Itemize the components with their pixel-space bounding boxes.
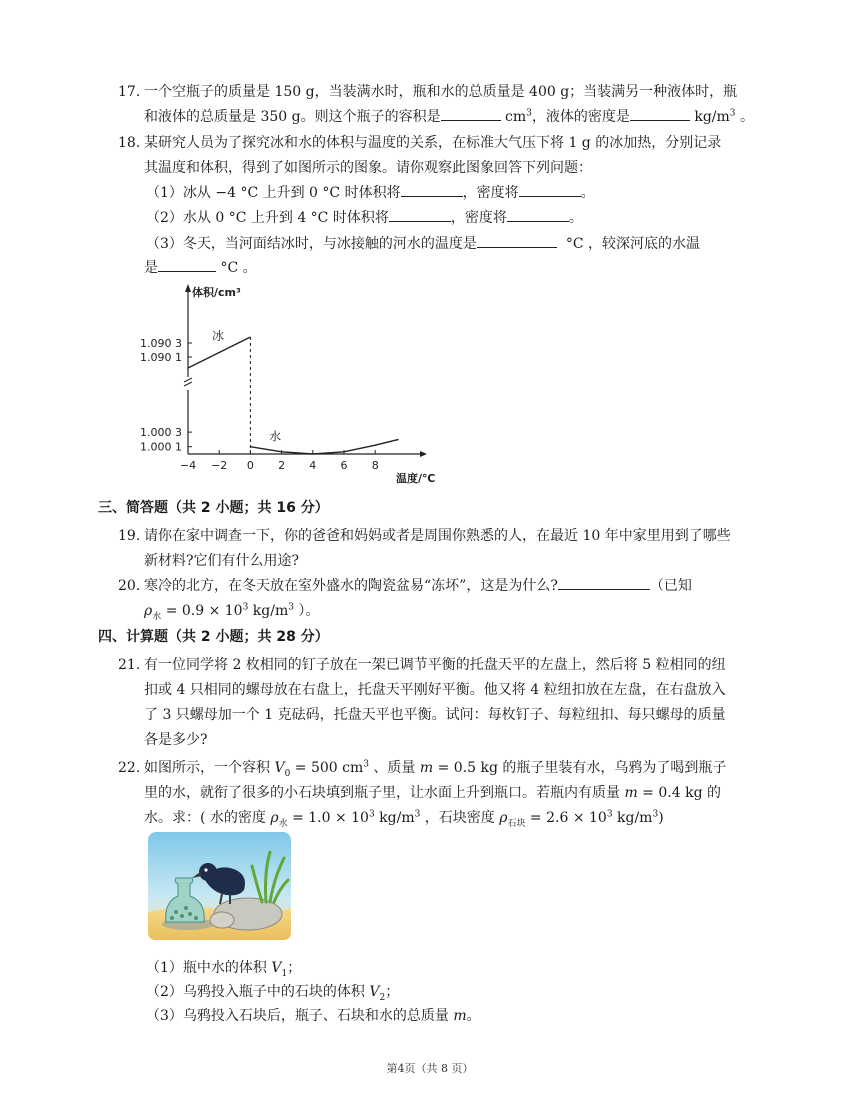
sub-question-3-cont: 是 °C 。	[118, 256, 764, 280]
question-text-line: 各是多少?	[144, 732, 208, 748]
ice-series-label: 冰	[212, 329, 225, 343]
question-21	[118, 653, 768, 753]
answer-blank[interactable]	[401, 182, 463, 197]
y-axis-arrow	[185, 284, 191, 292]
question-20	[118, 574, 768, 624]
chart-labels	[140, 285, 435, 485]
answer-blank[interactable]	[630, 106, 690, 121]
x-tick-label: −4	[179, 459, 197, 472]
question-text-line: 和液体的总质量是 350 g。则这个瓶子的容积是 $cm^3$，液体的密度是 $kg/m^3$ 。	[144, 105, 768, 130]
question-text-line: 寒冷的北方，在冬天放在室外盛水的陶瓷盆易“冻坏”，这是为什么? （已知	[144, 574, 768, 599]
question-text-line: 水。求：( 水的密度 $\rho_水 = 1.0 \times 10^3$ $kg/m^3$ ，石块密度 $\rho_{石块} = 2.6 \times 10^3$ $kg/m^3$)	[144, 809, 664, 829]
question-22	[118, 756, 768, 831]
sub-question-3: （3）冬天，当河面结冰时，与冰接触的河水的温度是 °C ，较深河底的水温	[146, 232, 766, 256]
question-text-line: 如图所示，一个容积 $V_0 = 500$ $cm^3$ 、质量 m = 0.5 kg 的瓶子里装有水，乌鸦为了喝到瓶子	[144, 759, 727, 779]
volume-temperature-chart	[130, 282, 460, 492]
sub-question-1: （1）冰从 −4 °C 上升到 0 °C 时体积将 ，密度将 。	[146, 181, 766, 205]
section-title: 四、计算题（共 2 小题；共 28 分）	[98, 629, 329, 645]
question-number: 18.	[118, 135, 141, 151]
answer-blank[interactable]	[477, 233, 557, 248]
question-number: 22.	[118, 760, 141, 776]
question-text-line: 里的水，就衔了很多的小石块填到瓶子里，让水面上升到瓶口。若瓶内有质量 m = 0.4 kg 的	[144, 785, 721, 801]
sub-question-2: （2）水从 0 °C 上升到 4 °C 时体积将 ，密度将 。	[146, 206, 766, 230]
axis-break	[184, 378, 192, 382]
y-tick-label: 1.000 3	[140, 426, 182, 440]
crow-illustration	[148, 832, 291, 940]
question-text-line: 请你在家中调查一下，你的爸爸和妈妈或者是周围你熟悉的人，在最近 10 年中家里用到了哪些	[144, 528, 731, 544]
y-axis-label: 体积/cm³	[192, 286, 241, 299]
sub-question-3: （3）乌鸦投入石块后，瓶子、石块和水的总质量 m。	[146, 1008, 481, 1024]
question-text-line: 其温度和体积，得到了如图所示的图象。请你观察此图象回答下列问题：	[144, 160, 592, 176]
question-text-line: 一个空瓶子的质量是 150 g，当装满水时，瓶和水的总质量是 400 g；当装满另一种液体时，瓶	[144, 84, 738, 100]
question-text-line: 某研究人员为了探究冰和水的体积与温度的关系，在标准大气压下将 1 g 的冰加热，分别记录	[144, 135, 722, 151]
section-title: 三、简答题（共 2 小题；共 16 分）	[98, 500, 329, 516]
sub-question-2: （2）乌鸦投入瓶子中的石块的体积 $V_2$；	[146, 984, 400, 1003]
answer-blank[interactable]	[507, 207, 569, 222]
question-number: 20.	[118, 578, 141, 594]
x-tick-label: 4	[309, 459, 317, 472]
answer-blank[interactable]	[441, 106, 501, 121]
y-tick-label: 1.090 1	[140, 351, 182, 364]
question-18	[118, 131, 768, 181]
question-text-line: 了 3 只螺母加一个 1 克砝码，托盘天平也平衡。试问：每枚钉子、每粒纽扣、每只螺母的质量	[144, 707, 726, 723]
answer-blank[interactable]	[519, 182, 581, 197]
x-axis-arrow	[420, 451, 427, 457]
x-tick-label: 0	[246, 459, 254, 472]
x-tick-label: 2	[278, 459, 286, 472]
x-tick-label: −2	[211, 459, 228, 472]
x-axis-label: 温度/℃	[396, 472, 436, 485]
y-tick-label: 1.090 3	[140, 337, 182, 350]
question-number: 19.	[118, 528, 141, 544]
answer-blank[interactable]	[389, 207, 451, 222]
question-19	[118, 524, 768, 574]
chart-axes	[184, 284, 427, 457]
x-tick-label: 6	[340, 459, 348, 472]
question-number: 21.	[118, 657, 141, 673]
question-text-line: 扣或 4 只相同的螺母放在右盘上，托盘天平刚好平衡。他又将 4 粒纽扣放在左盘，在右盘放入	[144, 682, 726, 698]
question-17	[118, 80, 768, 130]
water-series-label: 水	[269, 429, 282, 444]
question-number: 17.	[118, 84, 141, 100]
page-footer: 第4页（共 8 页）	[386, 1062, 474, 1075]
answer-blank[interactable]	[558, 575, 650, 590]
y-tick-label: 1.000 1	[140, 440, 182, 454]
question-text-line: 新材料?它们有什么用途?	[144, 553, 300, 569]
axis-break	[184, 382, 192, 386]
question-text-line: $\rho_水 = 0.9 \times 10^3$ $kg/m^3$ ）。	[144, 602, 320, 622]
answer-blank[interactable]	[158, 257, 216, 272]
x-tick-label: 8	[371, 459, 379, 472]
question-text-line: 有一位同学将 2 枚相同的钉子放在一架已调节平衡的托盘天平的左盘上，然后将 5 粒相同的纽	[144, 657, 726, 673]
chart-series	[188, 337, 399, 454]
sub-question-1: （1）瓶中水的体积 $V_1$；	[146, 960, 302, 979]
